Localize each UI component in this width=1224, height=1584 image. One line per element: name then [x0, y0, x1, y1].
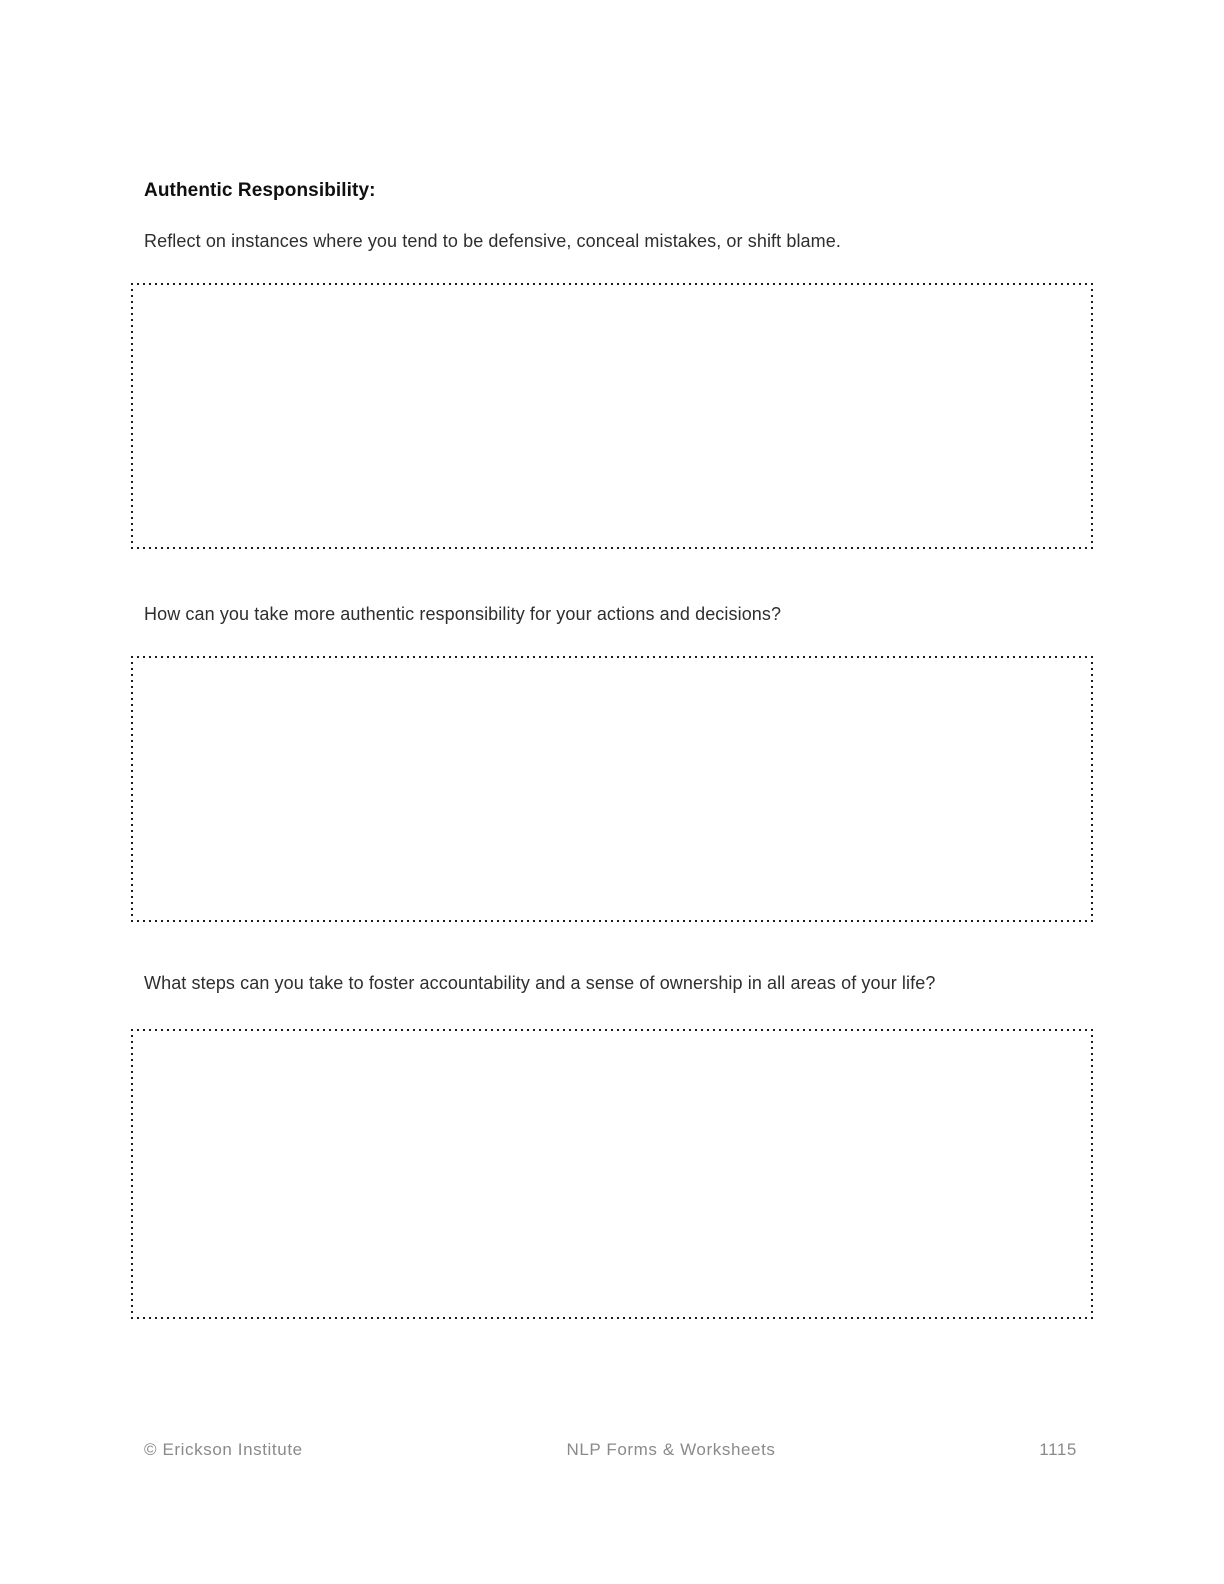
footer-copyright: © Erickson Institute: [144, 1440, 303, 1459]
answer-box-foster-accountability[interactable]: [131, 1029, 1093, 1319]
answer-box-defensive-instances[interactable]: [131, 283, 1093, 549]
answer-box-authentic-responsibility[interactable]: [131, 656, 1093, 922]
footer-page-number: 1115: [1039, 1440, 1077, 1459]
page-footer: [144, 1440, 1077, 1460]
prompt-foster-accountability: What steps can you take to foster accountability and a sense of ownership in all areas of your life?: [144, 973, 936, 993]
prompt-defensive-instances: Reflect on instances where you tend to be defensive, conceal mistakes, or shift blame.: [144, 231, 841, 251]
footer-document-title: NLP Forms & Worksheets: [566, 1440, 776, 1459]
page-title: Authentic Responsibility:: [144, 180, 376, 201]
prompt-authentic-responsibility: How can you take more authentic responsibility for your actions and decisions?: [144, 604, 782, 624]
